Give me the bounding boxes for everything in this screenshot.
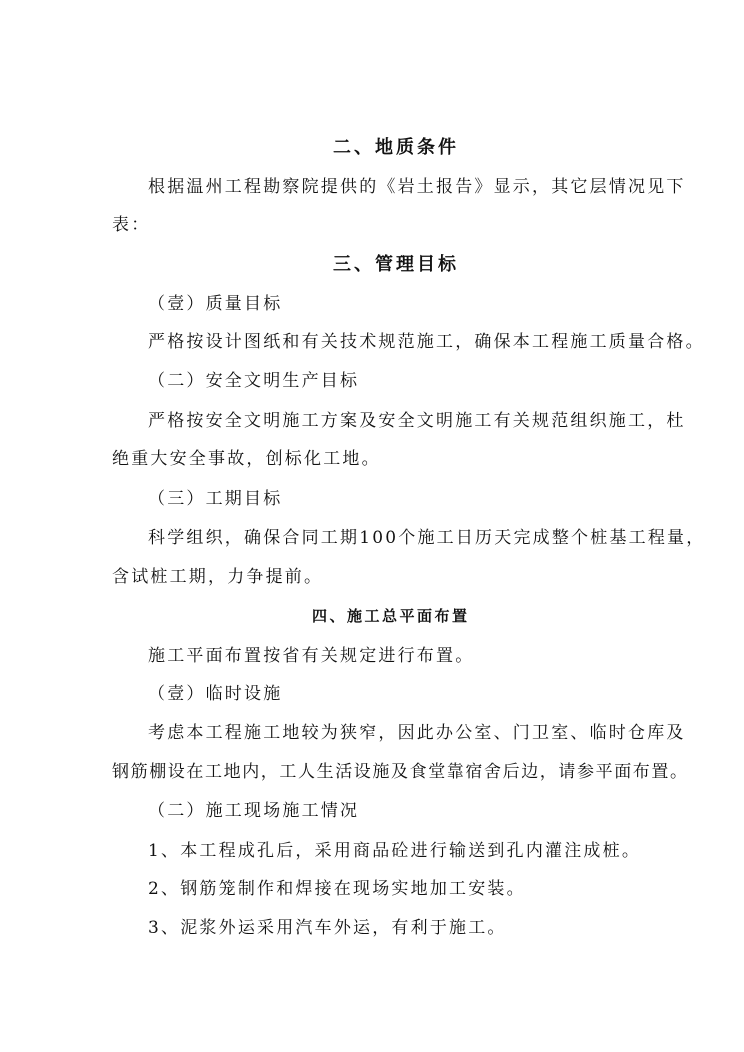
list-item: 2、钢筋笼制作和焊接在现场实地加工安装。 (148, 879, 526, 899)
list-item: 3、泥浆外运采用汽车外运，有利于施工。 (148, 918, 507, 938)
list-item: 1、本工程成孔后，采用商品砼进行输送到孔内灌注成桩。 (148, 841, 642, 861)
paragraph-line: 严格按安全文明施工方案及安全文明施工有关规范组织施工，杜 (148, 411, 686, 431)
paragraph-line: 表： (112, 215, 151, 235)
section-heading-management: 三、管理目标 (333, 254, 459, 275)
paragraph-line: 施工平面布置按省有关规定进行布置。 (148, 646, 475, 666)
paragraph-line: 科学组织，确保合同工期100个施工日历天完成整个桩基工程量， (148, 528, 706, 548)
subheading-safety: （二）安全文明生产目标 (148, 371, 360, 391)
paragraph-line: 钢筋棚设在工地内，工人生活设施及食堂靠宿舍后边，请参平面布置。 (112, 762, 689, 782)
paragraph-line: 含试桩工期，力争提前。 (112, 567, 324, 587)
subheading-temporary-facilities: （壹）临时设施 (148, 684, 283, 704)
paragraph-line: 严格按设计图纸和有关技术规范施工，确保本工程施工质量合格。 (148, 332, 705, 352)
subheading-site-construction: （二）施工现场施工情况 (148, 801, 360, 821)
paragraph-line: 绝重大安全事故，创标化工地。 (112, 449, 381, 469)
section-heading-geology: 二、地质条件 (333, 137, 459, 158)
subheading-quality: （壹）质量目标 (148, 294, 283, 314)
section-heading-layout: 四、施工总平面布置 (312, 607, 470, 625)
subheading-schedule: （三）工期目标 (148, 489, 283, 509)
paragraph-line: 考虑本工程施工地较为狭窄，因此办公室、门卫室、临时仓库及 (148, 723, 686, 743)
paragraph-line: 根据温州工程勘察院提供的《岩土报告》显示，其它层情况见下 (148, 177, 686, 197)
